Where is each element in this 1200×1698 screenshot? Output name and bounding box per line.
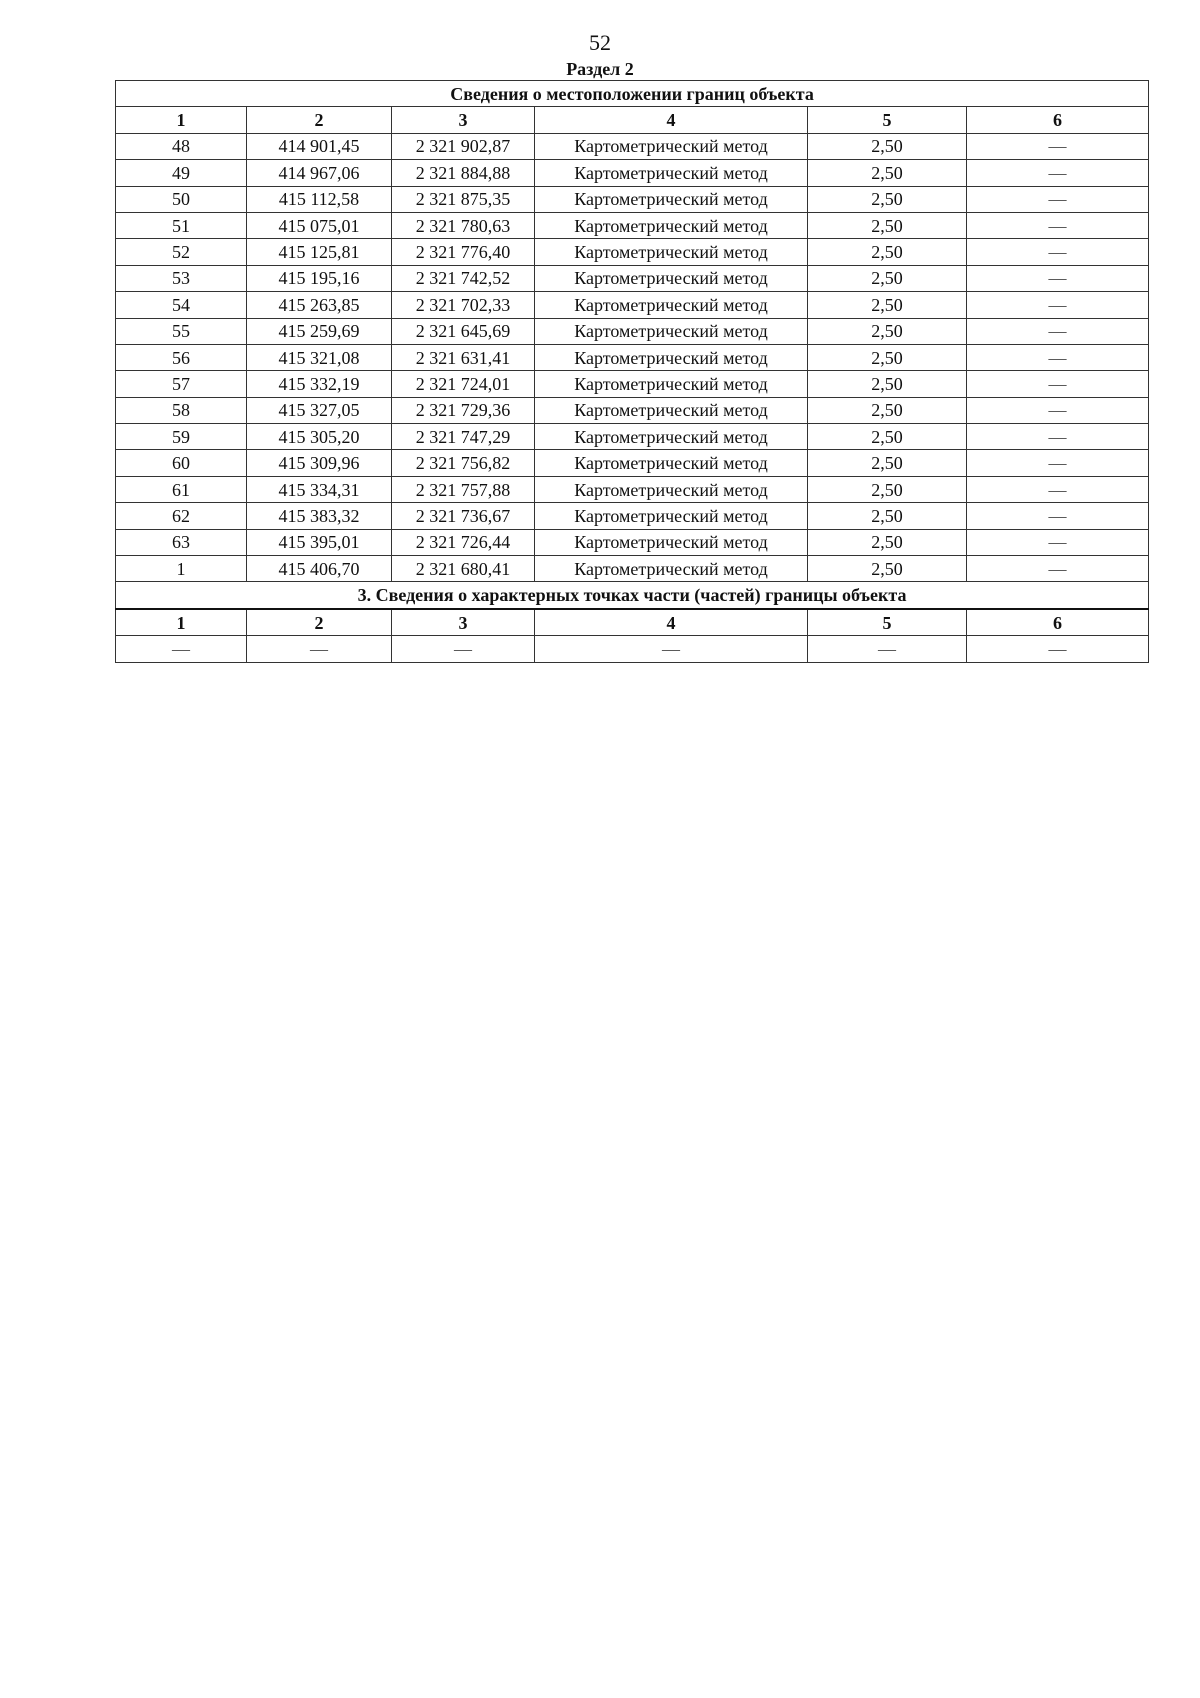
column-header: 3 [392, 609, 535, 636]
section-title: Раздел 2 [566, 59, 634, 79]
table-cell: — [116, 636, 247, 662]
table-cell: 2,50 [808, 424, 967, 450]
table-row [116, 503, 1149, 529]
table-cell: — [967, 556, 1149, 582]
table-row [116, 450, 1149, 476]
table-cell: Картометрический метод [535, 318, 808, 344]
table-cell: Картометрический метод [535, 186, 808, 212]
table-row [116, 371, 1149, 397]
table-cell: — [967, 636, 1149, 662]
table-cell: 2 321 631,41 [392, 344, 535, 370]
parts-table-caption: 3. Сведения о характерных точках части (частей) границы объекта [116, 582, 1149, 609]
table-row [116, 239, 1149, 265]
column-header: 2 [247, 609, 392, 636]
table-cell: — [535, 636, 808, 662]
table-row [116, 424, 1149, 450]
column-header: 5 [808, 609, 967, 636]
table-cell: 415 125,81 [247, 239, 392, 265]
column-header: 1 [116, 609, 247, 636]
table-cell: 415 395,01 [247, 529, 392, 555]
table-cell: 415 309,96 [247, 450, 392, 476]
table-cell: 2,50 [808, 265, 967, 291]
table-cell: 2 321 726,44 [392, 529, 535, 555]
boundary-coordinates-table [115, 80, 1149, 663]
table-cell: Картометрический метод [535, 424, 808, 450]
table-cell: Картометрический метод [535, 344, 808, 370]
table-cell: 415 075,01 [247, 212, 392, 238]
table-cell: — [967, 476, 1149, 502]
table-cell: 59 [116, 424, 247, 450]
table-cell: — [967, 160, 1149, 186]
table-cell: Картометрический метод [535, 239, 808, 265]
table-cell: 60 [116, 450, 247, 476]
table-row [116, 476, 1149, 502]
table-cell: 61 [116, 476, 247, 502]
table-cell: 415 112,58 [247, 186, 392, 212]
table-cell: 415 305,20 [247, 424, 392, 450]
table-cell: — [967, 318, 1149, 344]
table-cell: 2,50 [808, 503, 967, 529]
table-cell: Картометрический метод [535, 556, 808, 582]
table-cell: Картометрический метод [535, 292, 808, 318]
table-cell: 48 [116, 133, 247, 159]
table-row [116, 529, 1149, 555]
table-cell: 415 327,05 [247, 397, 392, 423]
table-cell: — [967, 292, 1149, 318]
page-number: 52 [589, 30, 611, 55]
table-cell: — [967, 397, 1149, 423]
table-cell: 415 195,16 [247, 265, 392, 291]
table-cell: 2,50 [808, 476, 967, 502]
table-cell: 2 321 884,88 [392, 160, 535, 186]
table-cell: 53 [116, 265, 247, 291]
table-cell: 2 321 742,52 [392, 265, 535, 291]
table-cell: 2 321 756,82 [392, 450, 535, 476]
table-cell: 415 259,69 [247, 318, 392, 344]
table-cell: 2,50 [808, 239, 967, 265]
table-cell: Картометрический метод [535, 476, 808, 502]
table-cell: — [967, 529, 1149, 555]
table-cell: Картометрический метод [535, 529, 808, 555]
table-caption: Сведения о местоположении границ объекта [116, 81, 1149, 107]
table-cell: 2,50 [808, 344, 967, 370]
table-cell: — [967, 503, 1149, 529]
table-cell: — [967, 424, 1149, 450]
table-cell: — [247, 636, 392, 662]
column-header: 2 [247, 107, 392, 133]
table-cell: Картометрический метод [535, 133, 808, 159]
table-cell: 49 [116, 160, 247, 186]
table-cell: Картометрический метод [535, 160, 808, 186]
table-cell: 414 901,45 [247, 133, 392, 159]
table-row [116, 160, 1149, 186]
column-header: 4 [535, 107, 808, 133]
table-cell: 2,50 [808, 186, 967, 212]
table-cell: Картометрический метод [535, 397, 808, 423]
table-cell: 2 321 729,36 [392, 397, 535, 423]
table-cell: Картометрический метод [535, 503, 808, 529]
column-header: 3 [392, 107, 535, 133]
table-row [116, 265, 1149, 291]
table-cell: 54 [116, 292, 247, 318]
table-cell: 415 334,31 [247, 476, 392, 502]
table-cell: 415 406,70 [247, 556, 392, 582]
table-cell: 52 [116, 239, 247, 265]
table-cell: 50 [116, 186, 247, 212]
table-cell: Картометрический метод [535, 212, 808, 238]
column-header: 5 [808, 107, 967, 133]
table-cell: 2,50 [808, 371, 967, 397]
table-cell: — [967, 186, 1149, 212]
table-cell: Картометрический метод [535, 371, 808, 397]
table-row [116, 292, 1149, 318]
parts-table-caption-row [116, 582, 1149, 609]
table-cell: 415 321,08 [247, 344, 392, 370]
table-cell: 2 321 780,63 [392, 212, 535, 238]
table-cell: — [967, 371, 1149, 397]
table-cell: 2,50 [808, 318, 967, 344]
table-cell: — [967, 133, 1149, 159]
table-row [116, 636, 1149, 662]
table-cell: 1 [116, 556, 247, 582]
table-cell: 2 321 902,87 [392, 133, 535, 159]
table-cell: 2 321 680,41 [392, 556, 535, 582]
table-cell: 58 [116, 397, 247, 423]
table-cell: 63 [116, 529, 247, 555]
table-cell: 2 321 875,35 [392, 186, 535, 212]
table-cell: 415 383,32 [247, 503, 392, 529]
table-cell: 2 321 645,69 [392, 318, 535, 344]
table-cell: 2 321 776,40 [392, 239, 535, 265]
table-row [116, 212, 1149, 238]
table-cell: 2,50 [808, 160, 967, 186]
table-cell: 2 321 702,33 [392, 292, 535, 318]
table-cell: — [967, 450, 1149, 476]
table-cell: 414 967,06 [247, 160, 392, 186]
table-cell: 2 321 724,01 [392, 371, 535, 397]
table-cell: 415 332,19 [247, 371, 392, 397]
table-cell: — [967, 344, 1149, 370]
table-cell: 2 321 757,88 [392, 476, 535, 502]
table-cell: 55 [116, 318, 247, 344]
table-cell: 2 321 736,67 [392, 503, 535, 529]
table-cell: — [808, 636, 967, 662]
table-cell: 57 [116, 371, 247, 397]
table-cell: 2,50 [808, 212, 967, 238]
table-cell: — [967, 265, 1149, 291]
table-row [116, 344, 1149, 370]
table-cell: 51 [116, 212, 247, 238]
table-row [116, 186, 1149, 212]
table-body [116, 81, 1149, 663]
table-row [116, 556, 1149, 582]
table-cell: 62 [116, 503, 247, 529]
table-cell: Картометрический метод [535, 450, 808, 476]
table-cell: 2,50 [808, 556, 967, 582]
table-cell: 56 [116, 344, 247, 370]
table-cell: 2,50 [808, 133, 967, 159]
table-cell: 2,50 [808, 450, 967, 476]
column-header: 6 [967, 107, 1149, 133]
column-header-row [116, 107, 1149, 133]
table-row [116, 133, 1149, 159]
table-cell: — [967, 239, 1149, 265]
table-caption-row [116, 81, 1149, 107]
column-header: 1 [116, 107, 247, 133]
table-row [116, 318, 1149, 344]
table-cell: 2,50 [808, 292, 967, 318]
table-cell: — [967, 212, 1149, 238]
parts-column-header-row [116, 609, 1149, 636]
table-cell: — [392, 636, 535, 662]
table-row [116, 397, 1149, 423]
table-cell: 2,50 [808, 529, 967, 555]
table-cell: Картометрический метод [535, 265, 808, 291]
column-header: 4 [535, 609, 808, 636]
column-header: 6 [967, 609, 1149, 636]
table-cell: 2,50 [808, 397, 967, 423]
table-cell: 415 263,85 [247, 292, 392, 318]
table-cell: 2 321 747,29 [392, 424, 535, 450]
